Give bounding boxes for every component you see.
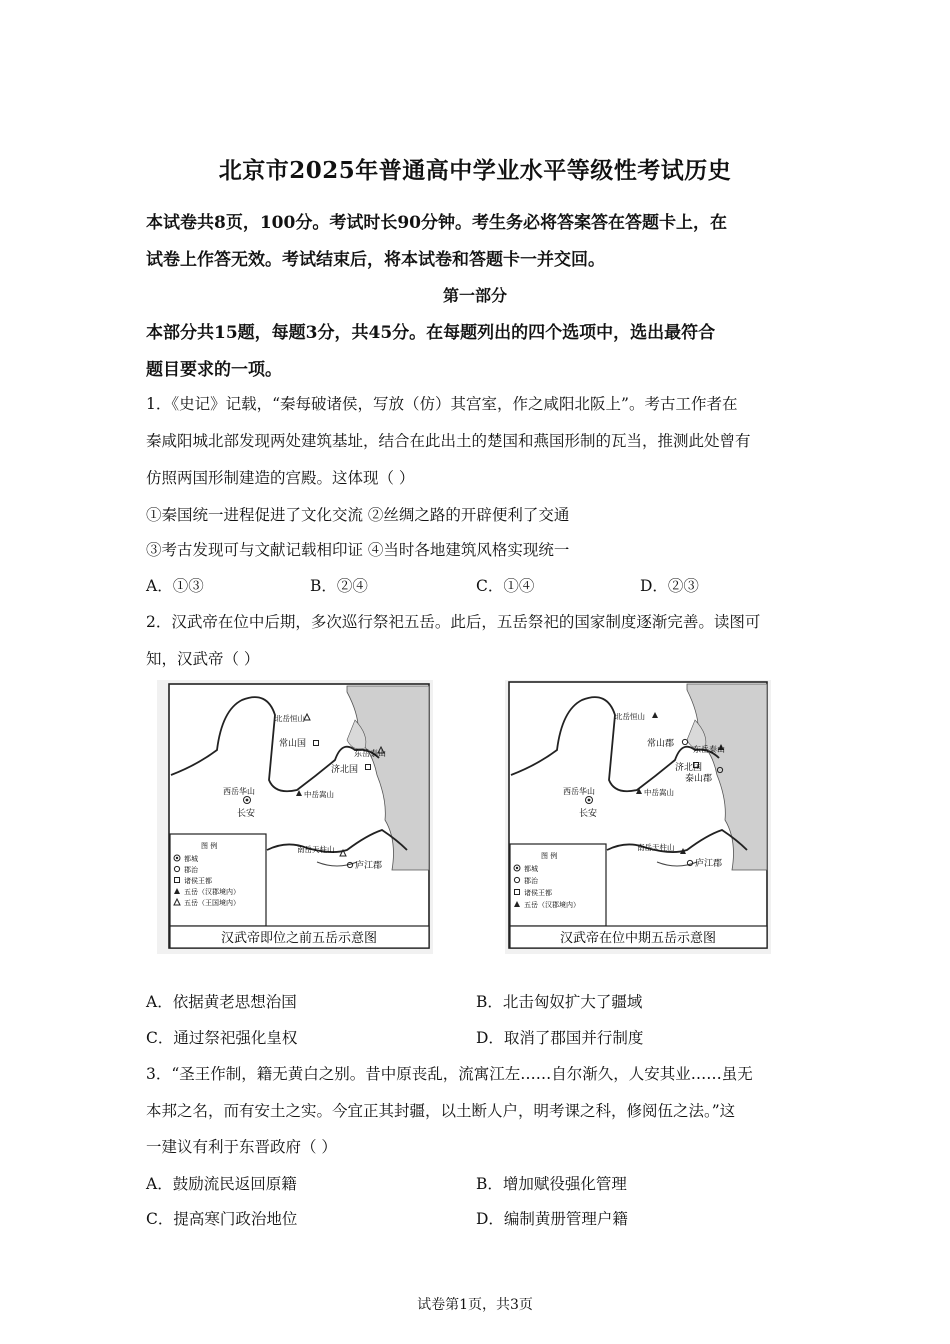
q1-line-2: 秦咸阳城北部发现两处建筑基址，结合在此出土的楚国和燕国形制的瓦当，推测此处曾有 [146, 432, 751, 450]
q2-line-2: 知，汉武帝（ ） [146, 650, 260, 668]
legend-box [510, 844, 606, 926]
q2-option-b[interactable]: B．北击匈奴扩大了疆域 [476, 993, 643, 1011]
map2-caption: 汉武帝在位中期五岳示意图 [559, 931, 717, 946]
label-changshan-guo: 常山国 [279, 739, 307, 749]
q3-option-d[interactable]: D．编制黄册管理户籍 [476, 1210, 628, 1228]
part-title: 第一部分 [442, 286, 507, 305]
q1-option-d[interactable]: D．②③ [640, 577, 699, 595]
label-dongyue: 东岳泰山 [354, 749, 386, 758]
label-jibei: 济北国 [331, 765, 359, 775]
legend-title: 图 例 [541, 852, 558, 860]
q1-option-a[interactable]: A．①③ [146, 577, 204, 595]
map1-caption: 汉武帝即位之前五岳示意图 [220, 931, 378, 946]
q2-option-c[interactable]: C．通过祭祀强化皇权 [146, 1029, 298, 1047]
label-jibei: 济北国 [675, 763, 703, 773]
legend-capital: 都城 [524, 865, 538, 873]
legend-commandery-seat: 郡治 [524, 877, 538, 885]
map-mid-reign [505, 680, 771, 954]
label-zhongyue: 中岳嵩山 [304, 790, 334, 799]
legend-mountain-commandery: 五岳（汉郡境内） [524, 901, 580, 909]
q1-line-1: 1．《史记》记载，“秦每破诸侯，写放（仿）其宫室，作之咸阳北阪上”。考古工作者在 [146, 395, 738, 413]
label-dongyue: 东岳泰山 [693, 745, 725, 754]
q3-line-1: 3．“圣王作制，籍无黄白之别。昔中原丧乱，流寓江左……自尔渐久，人安其业……虽无 [146, 1065, 753, 1083]
legend-capital: 都城 [184, 855, 198, 863]
q2-option-a[interactable]: A．依据黄老思想治国 [146, 993, 297, 1011]
legend-kingdom-capital: 诸侯王都 [524, 889, 552, 897]
q3-option-c[interactable]: C．提高寒门政治地位 [146, 1210, 298, 1228]
legend-mountain-kingdom: 五岳（王国境内） [184, 899, 240, 907]
page-footer: 试卷第1页，共3页 [417, 1297, 533, 1313]
q2-line-1: 2．汉武帝在位中后期，多次巡行祭祀五岳。此后，五岳祭祀的国家制度逐渐完善。读图可 [146, 613, 761, 631]
label-zhongyue: 中岳嵩山 [644, 788, 674, 797]
label-xiyue: 西岳华山 [223, 787, 255, 796]
page-title: 北京市2025年普通高中学业水平等级性考试历史 [218, 157, 732, 184]
instructions-line-1: 本试卷共8页，100分。考试时长90分钟。考生务必将答案答在答题卡上，在 [146, 213, 727, 233]
q3-option-a[interactable]: A．鼓励流民返回原籍 [146, 1175, 297, 1193]
q2-option-d[interactable]: D．取消了郡国并行制度 [476, 1029, 644, 1047]
label-xiyue: 西岳华山 [563, 787, 595, 796]
q3-option-b[interactable]: B．增加赋役强化管理 [476, 1175, 627, 1193]
legend-kingdom-capital: 诸侯王都 [184, 877, 212, 885]
label-beiyue: 北岳恒山 [615, 712, 645, 721]
part-desc-line-2: 题目要求的一项。 [146, 360, 282, 380]
label-nanyue: 南岳天柱山 [637, 843, 675, 852]
q3-line-3: 一建议有利于东晋政府（ ） [146, 1138, 337, 1156]
label-lujiang: 庐江郡 [355, 861, 383, 871]
q3-line-2: 本邦之名，而有安土之实。今宜正其封疆，以土断人户，明考课之科，修阅伍之法。”这 [146, 1102, 736, 1120]
label-taishan-jun: 泰山郡 [685, 774, 713, 784]
legend-commandery-seat: 郡治 [184, 866, 198, 874]
label-changshan-jun: 常山郡 [647, 739, 675, 749]
label-lujiang: 庐江郡 [695, 859, 723, 869]
label-changan: 长安 [237, 809, 256, 819]
legend-title: 图 例 [201, 842, 218, 850]
legend-mountain-commandery: 五岳（汉郡境内） [184, 888, 240, 896]
label-nanyue: 南岳天柱山 [297, 845, 335, 854]
q1-statement-1: ①秦国统一进程促进了文化交流 ②丝绸之路的开辟便利了交通 [146, 506, 570, 524]
instructions-line-2: 试卷上作答无效。考试结束后，将本试卷和答题卡一并交回。 [146, 250, 605, 270]
q1-line-3: 仿照两国形制建造的宫殿。这体现（ ） [146, 469, 415, 487]
label-changan: 长安 [579, 809, 598, 819]
part-desc-line-1: 本部分共15题，每题3分，共45分。在每题列出的四个选项中，选出最符合 [146, 323, 716, 343]
q1-option-c[interactable]: C．①④ [476, 577, 535, 595]
map-before-accession [157, 680, 433, 954]
label-beiyue: 北岳恒山 [275, 714, 305, 723]
q1-option-b[interactable]: B．②④ [310, 577, 368, 595]
q1-statement-2: ③考古发现可与文献记载相印证 ④当时各地建筑风格实现统一 [146, 541, 570, 559]
